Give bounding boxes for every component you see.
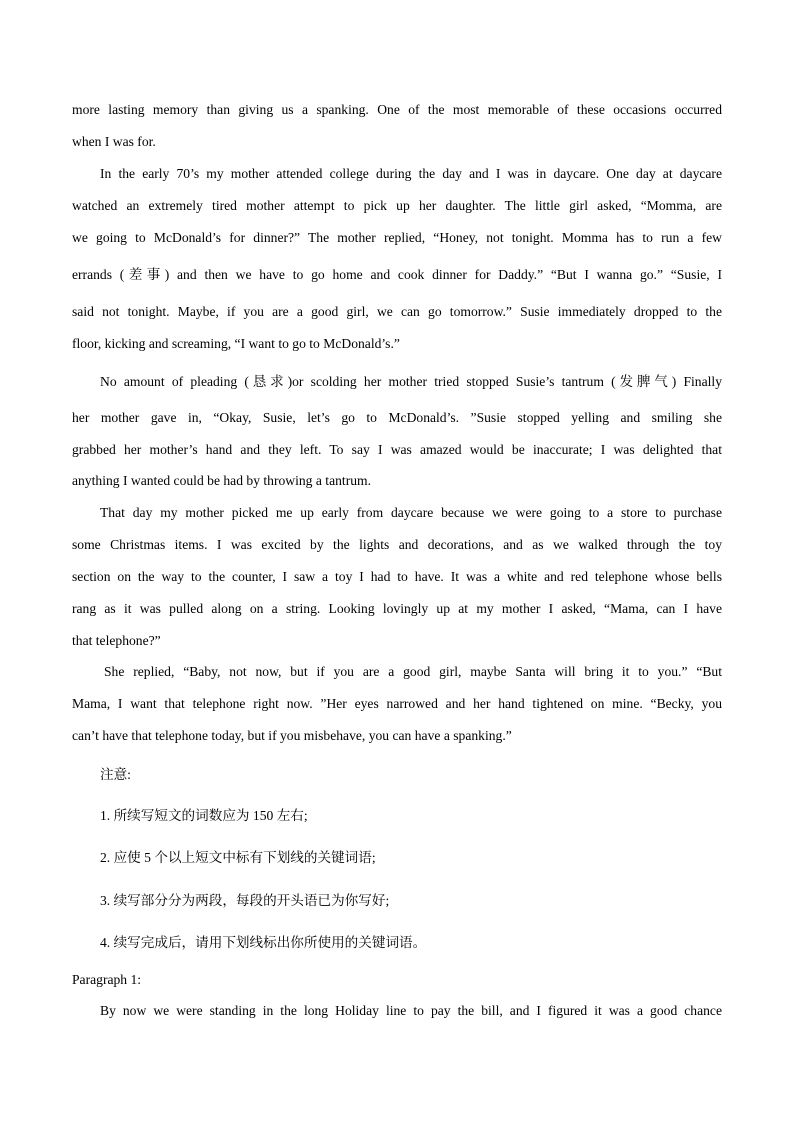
text-line: some Christmas items. I was excited by the lights and decorations, and as we walked through the toy [72,537,722,552]
text-line: when I was for. [72,134,156,149]
note-item: 3. 续写部分分为两段，每段的开头语已为你写好; [100,893,390,908]
text-line: She replied, “Baby, not now, but if you are a good girl, maybe Santa will bring it to you.” “But [104,664,722,679]
text-line: can’t have that telephone today, but if you misbehave, you can have a spanking.” [72,728,512,743]
text-line: That day my mother picked me up early from daycare because we were going to a store to purchase [100,505,722,520]
paragraph-start: By now we were standing in the long Holiday line to pay the bill, and I figured it was a good chance [100,1003,722,1018]
note-item: 4. 续写完成后，请用下划线标出你所使用的关键词语。 [100,935,427,950]
text-line: No amount of pleading (恳求)or scolding her mother tried stopped Susie’s tantrum (发脾气) Finally [100,374,722,389]
text-line: floor, kicking and screaming, “I want to go to McDonald’s.” [72,336,400,351]
text-line: we going to McDonald’s for dinner?” The mother replied, “Honey, not tonight. Momma has to run a few [72,230,722,245]
text-line: more lasting memory than giving us a spanking. One of the most memorable of these occasions occurred [72,102,722,117]
text-line: anything I wanted could be had by throwing a tantrum. [72,473,371,488]
text-line: said not tonight. Maybe, if you are a good girl, we can go tomorrow.” Susie immediately dropped to the [72,304,722,319]
note-item: 2. 应使 5 个以上短文中标有下划线的关键词语; [100,850,376,865]
notes-title: 注意: [100,767,131,782]
text-line: Mama, I want that telephone right now. ”Her eyes narrowed and her hand tightened on mine. “Becky, you [72,696,722,711]
text-line: that telephone?” [72,633,161,648]
text-line: grabbed her mother’s hand and they left. To say I was amazed would be inaccurate; I was delighted that [72,442,722,457]
text-line: watched an extremely tired mother attempt to pick up her daughter. The little girl asked, “Momma, are [72,198,722,213]
text-line: section on the way to the counter, I saw a toy I had to have. It was a white and red telephone whose bells [72,569,722,584]
text-line: errands (差事) and then we have to go home and cook dinner for Daddy.” “But I wanna go.” “Susie, I [72,267,722,282]
paragraph-label: Paragraph 1: [72,972,142,987]
text-line: In the early 70’s my mother attended college during the day and I was in daycare. One day at daycare [100,166,722,181]
text-line: her mother gave in, “Okay, Susie, let’s go to McDonald’s. ”Susie stopped yelling and smiling she [72,410,722,425]
note-item: 1. 所续写短文的词数应为 150 左右; [100,808,308,823]
text-line: rang as it was pulled along on a string. Looking lovingly up at my mother I asked, “Mama, can I have [72,601,722,616]
